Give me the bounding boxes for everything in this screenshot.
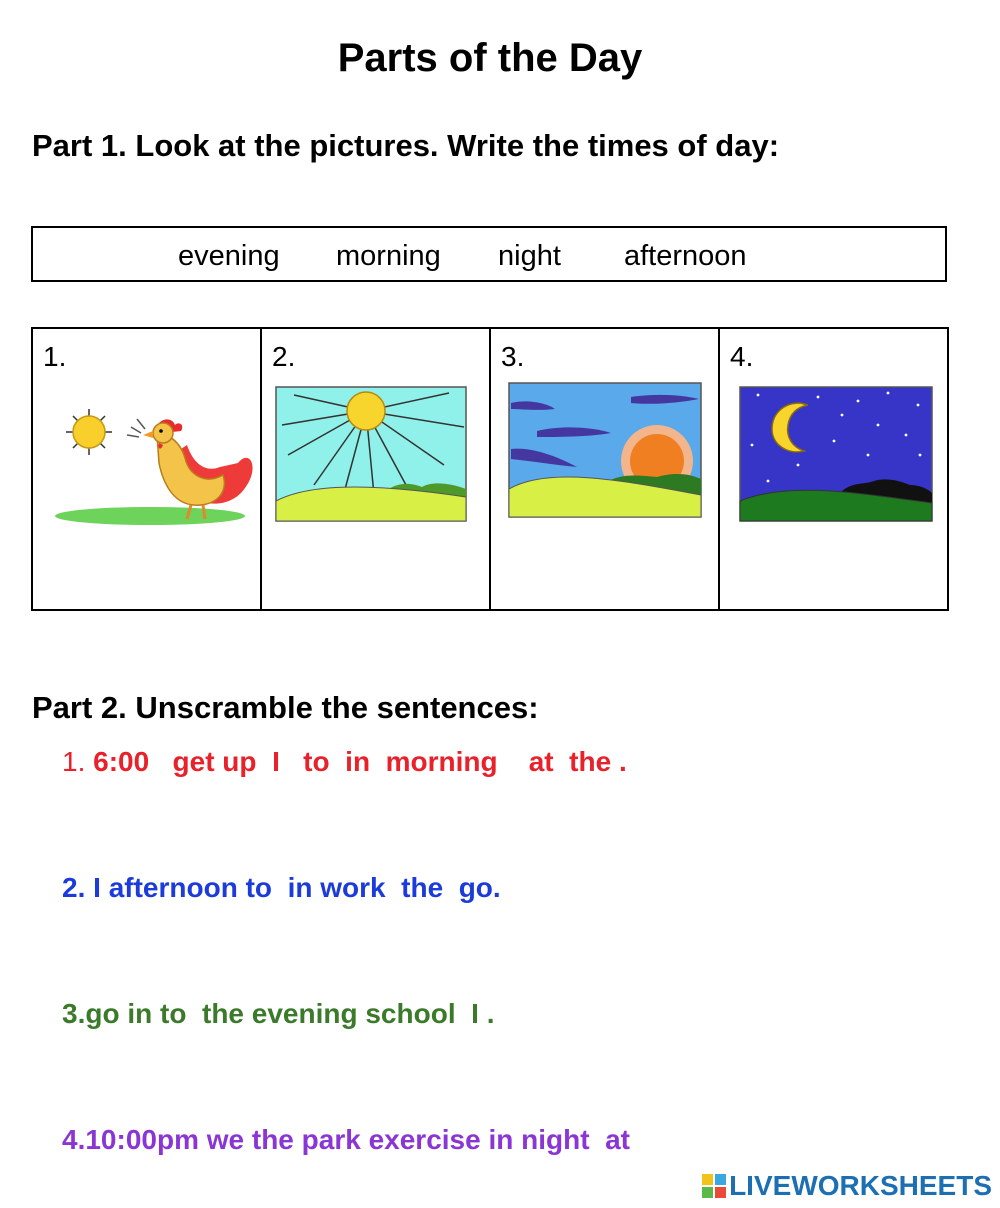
scrambled-sentence[interactable]: [62, 746, 627, 778]
midday-sun-icon: [274, 385, 470, 525]
sentence-text: go in to the evening school I .: [85, 998, 495, 1029]
brand-name: LIVEWORKSHEETS: [729, 1170, 992, 1201]
sentence-number: 1.: [62, 746, 86, 777]
part2-heading: Part 2. Unscramble the sentences:: [32, 690, 539, 725]
picture-number: 1.: [43, 341, 67, 372]
scrambled-sentence[interactable]: [62, 998, 495, 1030]
rooster-sunrise-icon: [55, 403, 255, 533]
word-bank-item[interactable]: afternoon: [624, 240, 747, 272]
part1-heading: Part 1. Look at the pictures. Write the times of day:: [32, 128, 780, 163]
sentence-text: 6:00 get up I to in morning at the .: [93, 746, 627, 777]
moon-night-icon: [738, 385, 934, 525]
picture-cell-4[interactable]: [720, 329, 947, 609]
picture-cell-2[interactable]: [262, 329, 491, 609]
scrambled-sentence[interactable]: [62, 872, 501, 904]
sentence-number: 3.: [62, 998, 86, 1029]
brand-watermark: [701, 1170, 992, 1202]
word-bank: [31, 226, 947, 282]
picture-number: 3.: [501, 341, 525, 372]
sentence-text: 10:00pm we the park exercise in night at: [85, 1124, 631, 1155]
liveworksheets-logo-icon: [701, 1173, 727, 1199]
picture-cell-3[interactable]: [491, 329, 720, 609]
scrambled-sentence[interactable]: [62, 1124, 630, 1156]
picture-grid: [31, 327, 949, 611]
sunset-icon: [507, 381, 703, 521]
sentence-number: 2.: [62, 872, 86, 903]
sentence-number: 4.: [62, 1124, 86, 1155]
picture-number: 4.: [730, 341, 754, 372]
word-bank-item[interactable]: night: [498, 240, 561, 272]
picture-number: 2.: [272, 341, 296, 372]
page-title: Parts of the Day: [337, 36, 643, 80]
word-bank-item[interactable]: morning: [336, 240, 441, 272]
sentence-text: I afternoon to in work the go.: [93, 872, 501, 903]
word-bank-item[interactable]: evening: [178, 240, 280, 272]
picture-cell-1[interactable]: [33, 329, 262, 609]
